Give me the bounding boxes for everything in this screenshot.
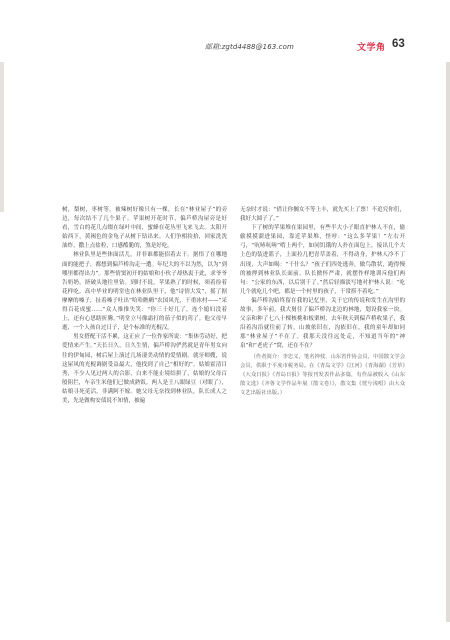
- article-column-left: [62, 206, 227, 406]
- right-margin-stripe: [446, 62, 450, 622]
- article-paragraph: 偏芦桥沟始终留在我的记忆里，关于它的传说和发生在沟里的故事，多年前，我大舅住了偏芦桥沟北边的林地，划设我家一块。父亲和种了七八十棵核桃和板栗树，去年秋天到偏芦桥收果子，我沿着沟沿就往前了转，山坡依旧在，沟依旧在，我的童年却如同那“林业屋子”不在了。我那天没往远处走，不知道当年的“神泉”和“老虎子”窝，还在不在？: [240, 297, 405, 350]
- page-header: [0, 38, 450, 60]
- author-bio: （作者简介：李忠义，笔名钟枝，山东省作协会员，中国散文学会会员，供职于平度市税务局。在《青岛文学》《江河》《青海湖》《芳草》《大众日报》《青岛日报》等报刊发表作品多篇，有作品被收入《山东散文选》《齐鲁文学作品年展（散文卷）》，散文集《恍兮浅唱》由大众文艺出版社出版。）: [240, 353, 405, 396]
- article-column-right: [240, 206, 405, 398]
- article-paragraph: 林业队里是些体面活儿，并非谁都能招着去干。据悟了在哪地面的能把子，都想到偏芦桥沟走一遭。年纪大的不以为然，以为“到哪里都得出力”。那些情窦初开的姑娘和小伙子却热衷于此，求爷爷告奶奶，挤破头地往里钻。到时不说，苹果熟了的时候，须着捡着花样吃。高中毕业的明堂也在林业队里干，他“诗情大发”，摇了据摩摩的嗓子，扯着嗓子吐出“哈哈瞧嗨”农国风光，干重冰村——“采得百花成蜜……”众人推推失笑：“你三十好几了，连个媳妇没着上，还有心思瞎折腾。”明堂立马像霜打的茄子似的蔫了。他父母早逝，一个人孩自过日子，是个标准的光棍汉。: [62, 252, 227, 332]
- header-email: 邮箱:zgtd4488@163.com: [205, 43, 294, 51]
- article-paragraph: 男女搭配干活不累，这正应了一位作家所说：“集体劳动好，把爱情来产生。”天长日久，日久生情，偏芦桥沟俨然就是青年男女向往的伊甸园，树后屋上演过几场凄美动情的爱情剧。就牙师嫂，说这屋风的光棍调剧受益最大，他找到了自己“相好的”。姑娘霍清目秀，不少人见过两人的合影，白来不能止境结拼了，姑娘的父母百般阻拦，车亲生米他们已做成熟饭。两人是王八眼绿豆（对眼了），姑娘寻死觅活，非满阿不嫁。她父母无奈找到林业队，队长成人之美，先是做构安债说不知情，被遍: [62, 334, 227, 404]
- article-paragraph: 无奈时才说：“借让你搁女不等上丰，就先买上了票！不追究你们，我好大圆子了。”: [240, 207, 405, 223]
- page-number: 63: [392, 38, 405, 50]
- article-paragraph: 下了树的苹果堆在果园里，有些半大小子眼直护林人不在，偷偷摸摸溜进果园，靠近苹果堆，怪呼：“这么多苹果！”左右开弓，“吭哧吭哧”啃上两个，如同饥饿的人扑在面包上，接出几个大上色的装进篮子，上面拉几把青草盖着，不得动身，护林人冷不丁出现，大声如喝：“干什么？”孩子们四处逃奔，做鸟散状，跑得慢的被押到林业队长面前。队长掀怀严肃，就摆作样地训斥他们两句：“公家的东西，以后别干了。”然后轻描淡写地对护林人说：“吃几个就吃几个吧，都是一个村里的孩子，干常捞不着吃。”: [240, 225, 405, 295]
- article-paragraph: 树，梨树，枣树等。被辣树好像只有一棵，长在“林业屋子”的旁边，每次结不了几个果子。苹果树开花时节，偏芦桥沟屋旁是好看，雪白的花儿点缀在绿叶中间，蜜蜂在花丛里飞来飞去。太阳开始西下，黄褐色的金龟子从树下钻出来。人们争相捡拾，回家洗洗油炸，撒上点盐粒，口感酷脆的，煞是好吃。: [62, 207, 227, 250]
- left-margin-stripe: [0, 62, 4, 212]
- section-title: 文学角: [357, 43, 386, 53]
